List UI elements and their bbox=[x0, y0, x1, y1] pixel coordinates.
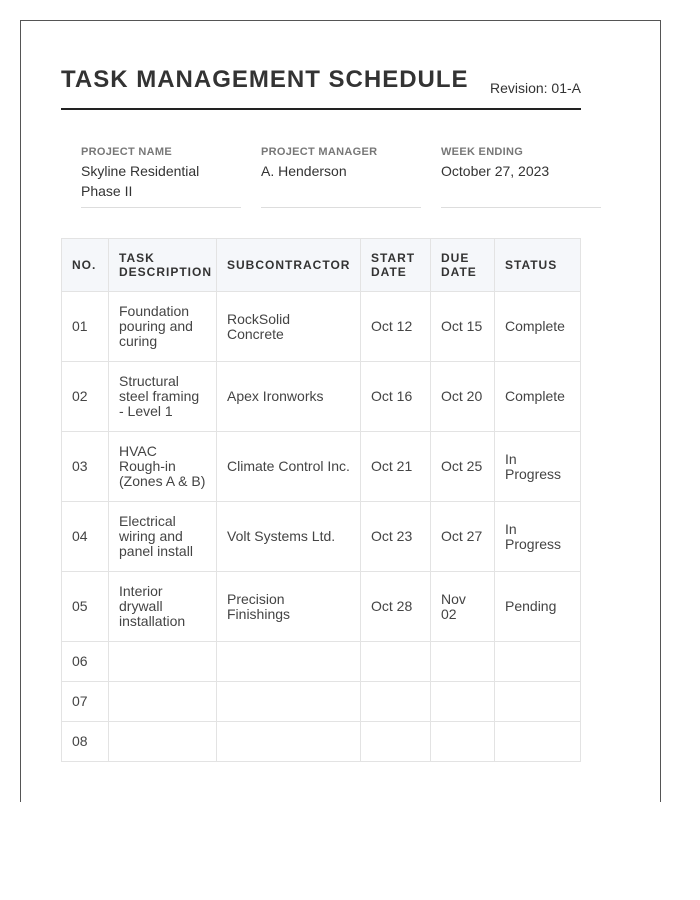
table-row bbox=[62, 572, 581, 642]
header-subcontractor: SUBCONTRACTOR bbox=[217, 239, 361, 292]
cell-no: 04 bbox=[62, 502, 109, 572]
cell-subcontractor bbox=[217, 682, 361, 722]
cell-subcontractor: Volt Systems Ltd. bbox=[217, 502, 361, 572]
cell-start-date: Oct 12 bbox=[361, 292, 431, 362]
cell-due-date: Oct 20 bbox=[431, 362, 495, 432]
cell-task-description: Interior drywall installation bbox=[109, 572, 217, 642]
project-manager-label: PROJECT MANAGER bbox=[261, 146, 378, 158]
cell-start-date bbox=[361, 722, 431, 762]
task-table bbox=[61, 238, 581, 762]
cell-subcontractor: RockSolid Concrete bbox=[217, 292, 361, 362]
cell-status: In Progress bbox=[495, 502, 581, 572]
cell-no: 01 bbox=[62, 292, 109, 362]
table-row bbox=[62, 502, 581, 572]
cell-subcontractor: Apex Ironworks bbox=[217, 362, 361, 432]
table-row bbox=[62, 682, 581, 722]
table-row bbox=[62, 292, 581, 362]
document-title: TASK MANAGEMENT SCHEDULE bbox=[61, 66, 469, 93]
project-manager-value: A. Henderson bbox=[261, 163, 347, 179]
cell-status bbox=[495, 642, 581, 682]
cell-subcontractor bbox=[217, 642, 361, 682]
cell-due-date: Oct 15 bbox=[431, 292, 495, 362]
cell-due-date bbox=[431, 722, 495, 762]
cell-task-description: Structural steel framing - Level 1 bbox=[109, 362, 217, 432]
cell-start-date bbox=[361, 642, 431, 682]
cell-subcontractor: Precision Finishings bbox=[217, 572, 361, 642]
revision-label: Revision: 01-A bbox=[489, 80, 581, 96]
cell-due-date bbox=[431, 642, 495, 682]
cell-status: In Progress bbox=[495, 432, 581, 502]
cell-task-description: Electrical wiring and panel install bbox=[109, 502, 217, 572]
document-header bbox=[61, 60, 581, 110]
project-name-label: PROJECT NAME bbox=[81, 146, 172, 158]
cell-start-date: Oct 28 bbox=[361, 572, 431, 642]
header-task-description: TASK DESCRIPTION bbox=[109, 239, 217, 292]
cell-status: Pending bbox=[495, 572, 581, 642]
project-manager-block bbox=[261, 145, 421, 208]
header-no: NO. bbox=[62, 239, 109, 292]
cell-subcontractor: Climate Control Inc. bbox=[217, 432, 361, 502]
cell-start-date: Oct 16 bbox=[361, 362, 431, 432]
week-ending-label: WEEK ENDING bbox=[441, 146, 524, 158]
cell-status: Complete bbox=[495, 292, 581, 362]
cell-start-date bbox=[361, 682, 431, 722]
table-row bbox=[62, 432, 581, 502]
header-start-date: START DATE bbox=[361, 239, 431, 292]
cell-task-description bbox=[109, 642, 217, 682]
cell-start-date: Oct 21 bbox=[361, 432, 431, 502]
week-ending-value: October 27, 2023 bbox=[441, 163, 550, 179]
cell-status: Complete bbox=[495, 362, 581, 432]
cell-status bbox=[495, 682, 581, 722]
cell-no: 08 bbox=[62, 722, 109, 762]
cell-due-date: Nov 02 bbox=[431, 572, 495, 642]
cell-no: 02 bbox=[62, 362, 109, 432]
cell-due-date: Oct 27 bbox=[431, 502, 495, 572]
cell-task-description bbox=[109, 722, 217, 762]
cell-subcontractor bbox=[217, 722, 361, 762]
table-row bbox=[62, 362, 581, 432]
cell-task-description bbox=[109, 682, 217, 722]
cell-no: 05 bbox=[62, 572, 109, 642]
cell-no: 03 bbox=[62, 432, 109, 502]
project-name-value: Skyline Residential Phase II bbox=[81, 163, 200, 199]
cell-status bbox=[495, 722, 581, 762]
table-header-row bbox=[62, 239, 581, 292]
cell-task-description: HVAC Rough-in (Zones A & B) bbox=[109, 432, 217, 502]
cell-due-date: Oct 25 bbox=[431, 432, 495, 502]
cell-no: 07 bbox=[62, 682, 109, 722]
cell-due-date bbox=[431, 682, 495, 722]
header-due-date: DUE DATE bbox=[431, 239, 495, 292]
week-ending-block bbox=[441, 145, 601, 208]
table-row bbox=[62, 722, 581, 762]
cell-no: 06 bbox=[62, 642, 109, 682]
header-status: STATUS bbox=[495, 239, 581, 292]
table-row bbox=[62, 642, 581, 682]
project-name-block bbox=[81, 145, 241, 208]
cell-start-date: Oct 23 bbox=[361, 502, 431, 572]
cell-task-description: Foundation pouring and curing bbox=[109, 292, 217, 362]
